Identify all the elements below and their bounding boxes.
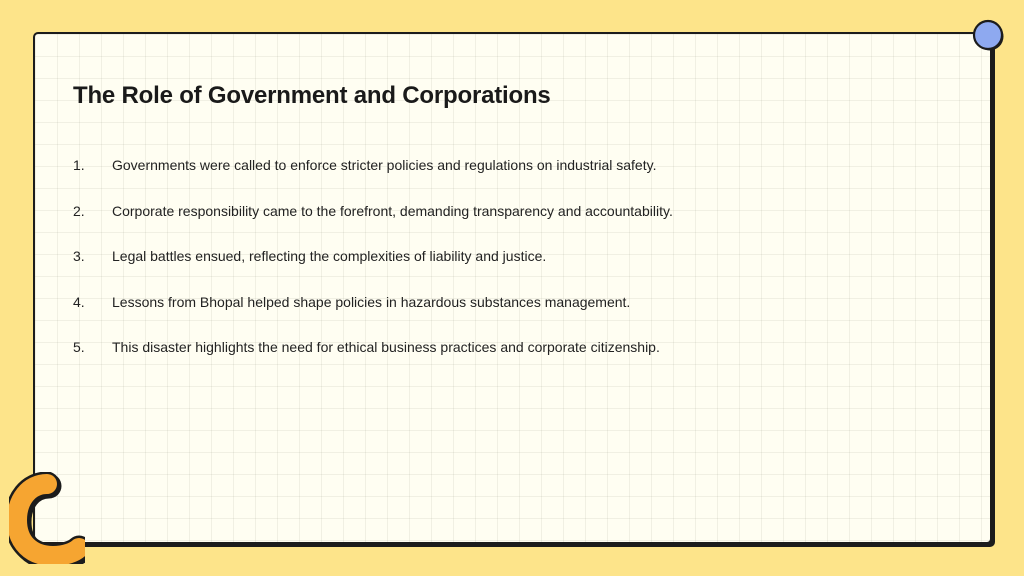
list-item-number: 2. — [73, 202, 85, 219]
list-item-text: Legal battles ensued, reflecting the complexities of liability and justice. — [112, 248, 547, 265]
list-item-number: 3. — [73, 248, 85, 265]
list-item-text: Governments were called to enforce stricter policies and regulations on industrial safety. — [112, 157, 657, 173]
orange-c-shape-icon — [9, 472, 85, 564]
blue-circle-icon — [972, 19, 1004, 51]
list-item — [73, 294, 673, 340]
list-item — [73, 203, 673, 249]
list-item-text: This disaster highlights the need for ethical business practices and corporate citizenship. — [112, 339, 660, 356]
list-item-number: 5. — [73, 339, 85, 356]
list-item — [73, 157, 673, 203]
list-item-number: 1. — [73, 157, 85, 173]
list-item — [73, 339, 673, 385]
list-item-text: Corporate responsibility came to the forefront, demanding transparency and accountability. — [112, 202, 673, 219]
list-item — [73, 248, 673, 294]
list-item-text: Lessons from Bhopal helped shape policies in hazardous substances management. — [112, 293, 631, 310]
slide-title: The Role of Government and Corporations — [73, 82, 551, 109]
numbered-list — [73, 157, 673, 385]
slide-card — [33, 32, 992, 544]
list-item-number: 4. — [73, 293, 85, 310]
